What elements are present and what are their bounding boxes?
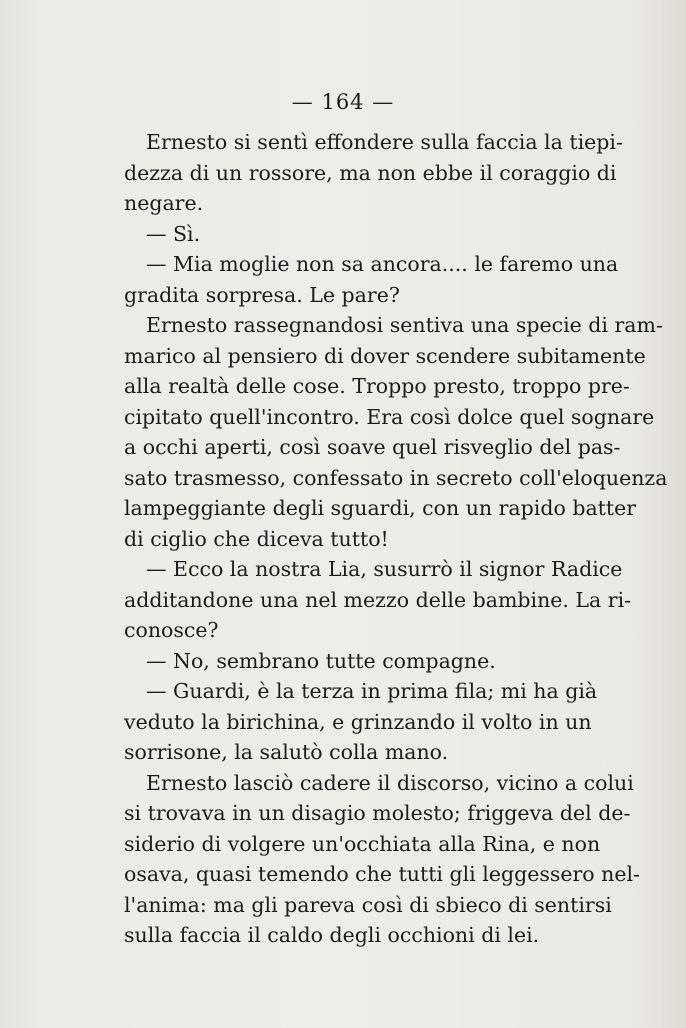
text-line: sorrisone, la salutò colla mano. [124, 740, 449, 764]
page-number: — 164 — [291, 90, 395, 114]
text-line: di ciglio che diceva tutto! [124, 526, 389, 551]
text-line: lampeggiante degli sguardi, con un rapido batter [124, 496, 637, 520]
text-line: Ernesto si sentì effondere sulla faccia la tiepi- [146, 130, 623, 154]
text-line: — No, sembrano tutte compagne. [146, 648, 496, 673]
text-line: osava, quasi temendo che tutti gli leggessero nel- [124, 862, 640, 886]
text-line: marico al pensiero di dover scendere subitamente [124, 343, 646, 368]
text-line: si trovava in un disagio molesto; friggeva del de- [124, 801, 631, 825]
text-line: l'anima: ma gli pareva così di sbieco di sentirsi [124, 892, 612, 917]
text-line: — Ecco la nostra Lia, susurrò il signor Radice [146, 557, 623, 581]
text-line: veduto la birichina, e grinzando il volto in un [124, 709, 592, 734]
text-line: dezza di un rossore, ma non ebbe il coraggio di [124, 160, 617, 185]
text-line: negare. [124, 191, 204, 215]
text-line: conosce? [124, 618, 219, 642]
text-line: cipitato quell'incontro. Era così dolce quel sognare [124, 404, 655, 429]
text-line: sato trasmesso, confessato in secreto coll'eloquenza [124, 465, 668, 490]
text-line: additandone una nel mezzo delle bambine. La ri- [124, 587, 632, 612]
text-line: Ernesto lasciò cadere il discorso, vicino a colui [146, 770, 634, 795]
text-line: alla realtà delle cose. Troppo presto, troppo pre- [124, 374, 630, 398]
text-line: siderio di volgere un'occhiata alla Rina, e non [124, 831, 601, 856]
text-line: a occhi aperti, così soave quel risveglio del pas- [124, 435, 621, 459]
text-line: — Mia moglie non sa ancora.... le faremo una [146, 252, 619, 276]
text-line: — Guardi, è la terza in prima fila; mi ha già [146, 679, 598, 703]
text-line: gradita sorpresa. Le pare? [124, 282, 400, 307]
text-line: Ernesto rassegnandosi sentiva una specie di ram- [146, 313, 663, 337]
body-text [124, 127, 668, 951]
text-line: sulla faccia il caldo degli occhioni di lei. [124, 923, 540, 947]
text-line: — Sì. [146, 221, 201, 246]
